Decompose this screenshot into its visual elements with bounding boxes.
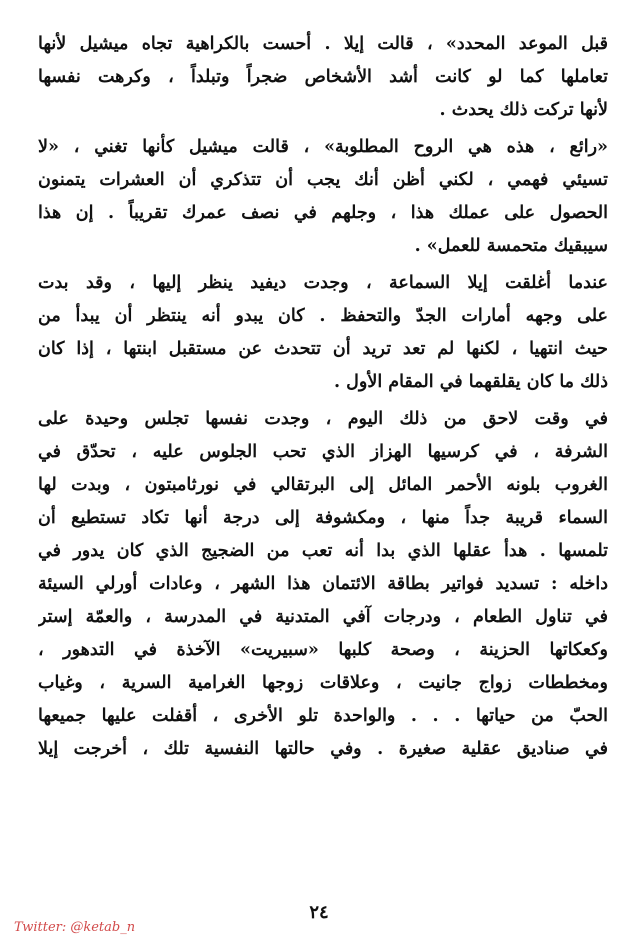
paragraph [38,403,608,766]
paragraph [38,28,608,127]
text-line: «رائع ، هذه هي الروح المطلوبة» ، قالت ميشيل كأنها تغني ، «لا [38,137,608,157]
text-line: على وجهه أمارات الجدّ والتحفظ . كان يبدو أنه ينتظر أن يبدأ من [38,306,608,326]
text-line: السماء قريبة جداً منها ، ومكشوفة إلى درجة أنها تكاد تستطيع أن [38,508,608,528]
text-line: لأنها تركت ذلك يحدث . [439,100,608,120]
text-line: داخله : تسديد فواتير بطاقة الائتمان هذا الشهر ، وعادات أورلي السيئة [38,574,608,594]
text-line: سيبقيك متحمسة للعمل» . [414,236,608,256]
text-line: الحصول على عملك هذا ، وجلهم في نصف عمرك تقريباً . إن هذا [38,203,608,223]
text-line: تعاملها كما لو كانت أشد الأشخاص ضجراً وتبلداً ، وكرهت نفسها [38,67,608,87]
text-line: في صناديق عقلية صغيرة . وفي حالتها النفسية تلك ، أخرجت إيلا [38,739,608,759]
text-line: ومخططات زواج جانيت ، وعلاقات زوجها الغرامية السرية ، وغياب [38,673,608,693]
text-line: في وقت لاحق من ذلك اليوم ، وجدت نفسها تجلس وحيدة على [38,409,608,429]
text-line: الحبّ من حياتها . . . والواحدة تلو الأخرى ، أقفلت عليها جميعها [38,706,608,726]
text-line: في تناول الطعام ، ودرجات آفي المتدنية في المدرسة ، والعمّة إستر [38,607,608,627]
text-line: قبل الموعد المحدد» ، قالت إيلا . أحست بالكراهية تجاه ميشيل لأنها [38,34,608,54]
text-line: الغروب بلونه الأحمر المائل إلى البرتقالي في نورثامبتون ، وبدت لها [38,475,608,495]
text-line: تسيئي فهمي ، لكني أظن أنك يجب أن تتذكري أن العشرات يتمنون [38,170,608,190]
text-line: وكعكاتها الحزينة ، وصحة كلبها «سبيريت» الآخذة في التدهور ، [38,640,608,660]
page-number: ٢٤ [309,902,329,923]
text-line: حيث انتهيا ، لكنها لم تعد تريد أن تتحدث عن مستقبل ابنتها ، إذا كان [38,339,608,359]
text-line: ذلك ما كان يقلقهما في المقام الأول . [333,372,608,392]
watermark: Twitter: @ketab_n [14,920,136,935]
text-line: عندما أغلقت إيلا السماعة ، وجدت ديفيد ينظر إليها ، وقد بدت [38,273,608,293]
paragraph [38,131,608,263]
page-body [38,28,608,766]
text-line: الشرفة ، في كرسيها الهزاز الذي تحب الجلوس عليه ، تحدّق في [38,442,608,462]
text-line: تلمسها . هدأ عقلها الذي بدا أنه تعب من الضجيج الذي كان يدور في [38,541,608,561]
paragraph [38,267,608,399]
